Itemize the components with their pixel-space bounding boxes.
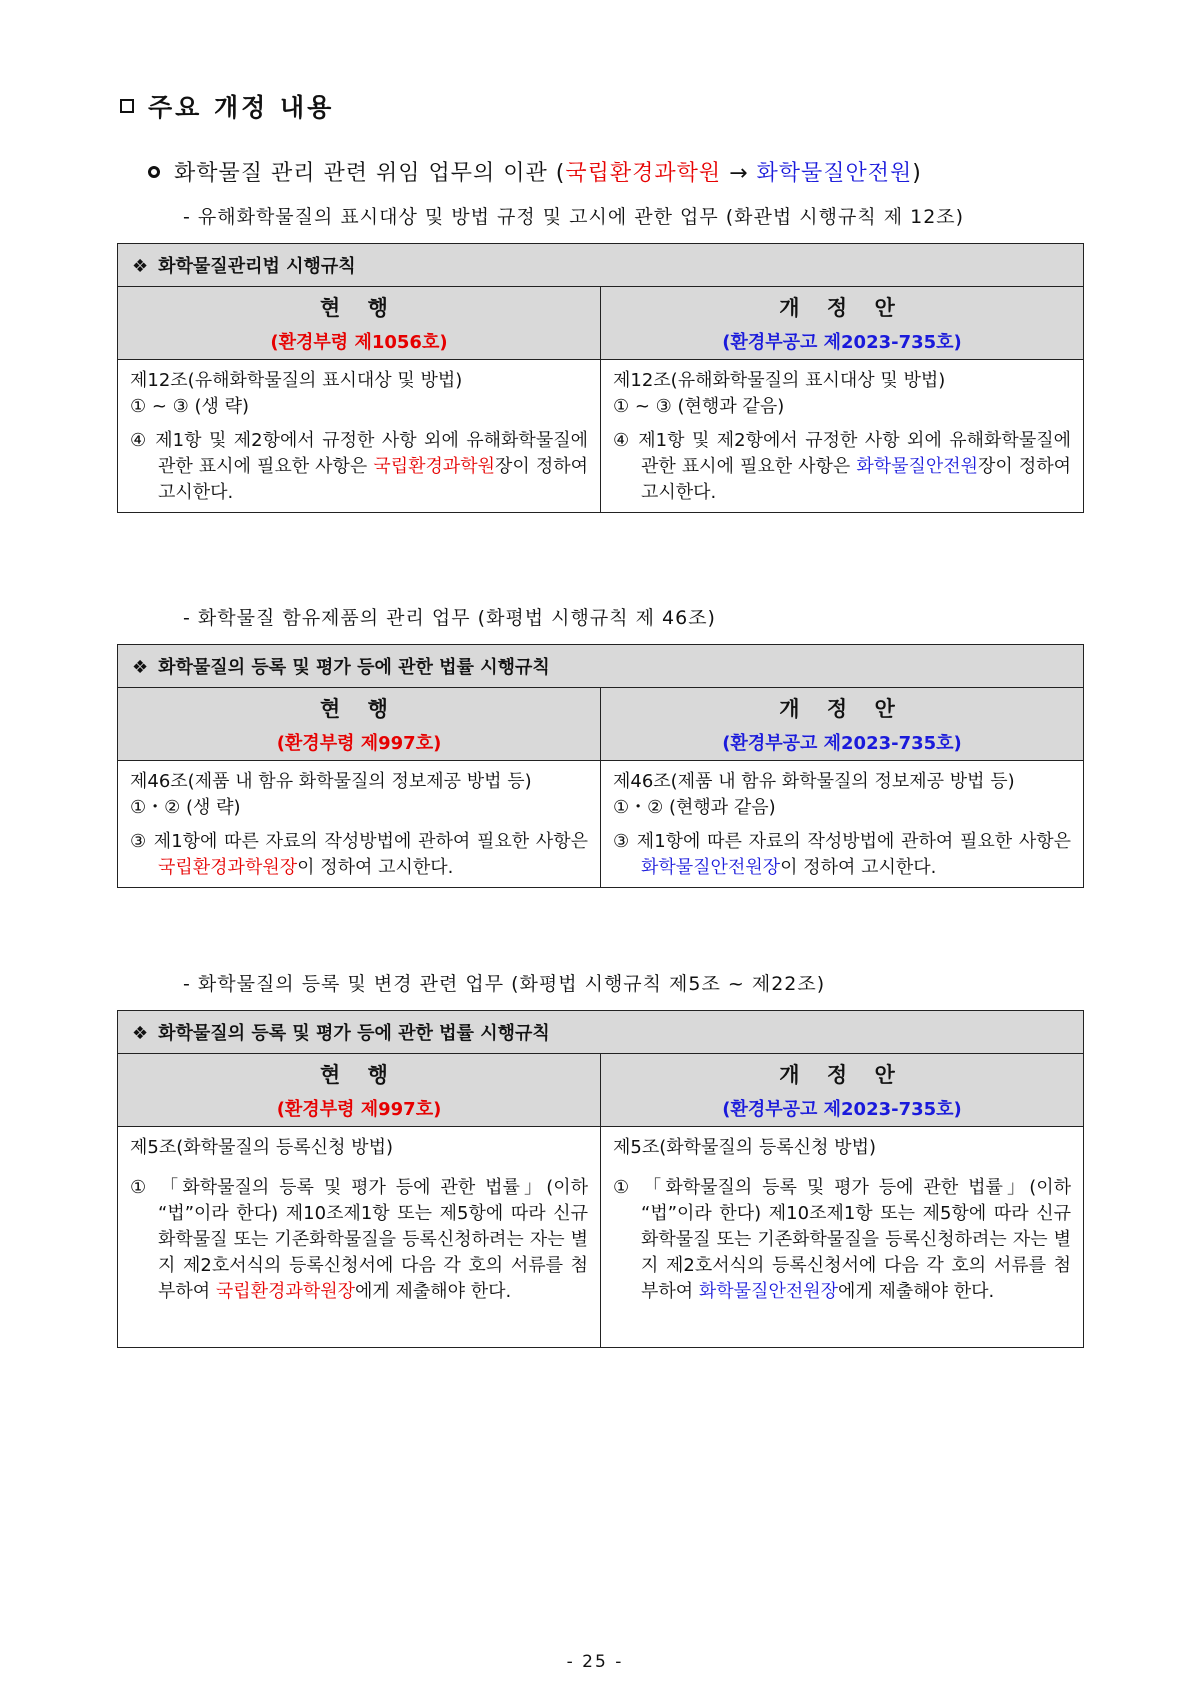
circle-bullet-icon — [148, 166, 160, 178]
clause-highlight: 국립환경과학원장 — [158, 857, 298, 878]
current-text-cell — [118, 360, 601, 513]
revised-header-label: 개 정 안 — [779, 697, 905, 721]
current-clause — [130, 829, 588, 881]
clause-text: ④ 제1항 및 제2항에서 규정한 사항 외에 유해화학물질에 관한 표시에 필요한 사항은 — [613, 430, 1071, 477]
revised-header-sub: (환경부공고 제2023-735호) — [722, 332, 962, 353]
clause-text-end: 이 정하여 고시한다. — [780, 857, 937, 878]
clause-highlight: 국립환경과학원 — [373, 456, 496, 477]
current-clause — [130, 1175, 588, 1305]
clause-text: ① 「화학물질의 등록 및 평가 등에 관한 법률」(이하 “법”이라 한다) 제10조제1항 또는 제5항에 따라 신규화학물질 또는 기존화학물질을 등록신청하려는 자는 별지 제2호서식의 등록신청서에 다음 각 호의 서류를 첨부하여 — [613, 1177, 1071, 1302]
diamond-bullet-icon: ❖ — [132, 657, 149, 678]
revised-text-cell — [601, 1127, 1084, 1348]
current-clause — [130, 428, 588, 506]
table-title — [118, 244, 1084, 287]
current-header-label: 현 행 — [320, 697, 398, 721]
clause-highlight: 화학물질안전원장 — [698, 1281, 838, 1302]
current-text-cell — [118, 1127, 601, 1348]
current-column-header — [118, 287, 601, 360]
revised-column-header — [601, 688, 1084, 761]
table-title-text: 화학물질의 등록 및 평가 등에 관한 법률 시행규칙 — [158, 657, 550, 678]
clause-text-end: 장이 정하여 고시한다. — [641, 456, 1071, 503]
clause-text: ④ 제1항 및 제2항에서 규정한 사항 외에 유해화학물질에 관한 표시에 필요한 사항은 — [130, 430, 588, 477]
current-article: 제5조(화학물질의 등록신청 방법) — [130, 1137, 393, 1158]
current-omit: ① ~ ③ (생 략) — [130, 396, 250, 417]
subheading-prefix: 화학물질 관리 관련 위임 업무의 이관 ( — [174, 161, 566, 186]
revised-article: 제46조(제품 내 함유 화학물질의 정보제공 방법 등) — [613, 771, 1015, 792]
revised-column-header — [601, 1054, 1084, 1127]
clause-text-end: 에게 제출해야 한다. — [355, 1281, 512, 1302]
diamond-bullet-icon: ❖ — [132, 1023, 149, 1044]
current-header-label: 현 행 — [320, 1063, 398, 1087]
subheading-to: 화학물질안전원 — [756, 161, 913, 186]
subheading-from: 국립환경과학원 — [565, 161, 722, 186]
clause-highlight: 화학물질안전원 — [856, 456, 979, 477]
item-description: - 화학물질 함유제품의 관리 업무 (화평법 시행규칙 제 46조) — [183, 607, 716, 629]
current-header-sub: (환경부령 제1056호) — [270, 332, 448, 353]
table-title — [118, 645, 1084, 688]
current-column-header — [118, 1054, 601, 1127]
subheading-suffix: ) — [912, 161, 922, 186]
item-description: - 화학물질의 등록 및 변경 관련 업무 (화평법 시행규칙 제5조 ~ 제22조) — [183, 973, 826, 995]
current-header-sub: (환경부령 제997호) — [276, 733, 442, 754]
current-article: 제12조(유해화학물질의 표시대상 및 방법) — [130, 370, 463, 391]
subheading — [148, 156, 922, 187]
revised-omit: ① ~ ③ (현행과 같음) — [613, 396, 785, 417]
section-title — [120, 88, 334, 124]
revised-header-label: 개 정 안 — [779, 1063, 905, 1087]
clause-text: ③ 제1항에 따른 자료의 작성방법에 관하여 필요한 사항은 — [613, 831, 1071, 852]
subheading-arrow: → — [721, 161, 757, 186]
comparison-table — [117, 243, 1084, 513]
revised-header-sub: (환경부공고 제2023-735호) — [722, 733, 962, 754]
comparison-table — [117, 1010, 1084, 1348]
revised-text-cell — [601, 360, 1084, 513]
clause-text-end: 에게 제출해야 한다. — [838, 1281, 995, 1302]
current-header-label: 현 행 — [320, 296, 398, 320]
revised-clause — [613, 428, 1071, 506]
revised-article: 제5조(화학물질의 등록신청 방법) — [613, 1137, 876, 1158]
table-title-text: 화학물질의 등록 및 평가 등에 관한 법률 시행규칙 — [158, 1023, 550, 1044]
clause-text-end: 이 정하여 고시한다. — [297, 857, 454, 878]
clause-text: ① 「화학물질의 등록 및 평가 등에 관한 법률」(이하 “법”이라 한다) 제10조제1항 또는 제5항에 따라 신규화학물질 또는 기존화학물질을 등록신청하려는 자는 별지 제2호서식의 등록신청서에 다음 각 호의 서류를 첨부하여 — [130, 1177, 588, 1302]
square-bullet-icon — [120, 99, 134, 113]
comparison-table — [117, 644, 1084, 888]
clause-highlight: 화학물질안전원장 — [641, 857, 781, 878]
subheading-text — [174, 156, 922, 187]
table-title — [118, 1011, 1084, 1054]
current-article: 제46조(제품 내 함유 화학물질의 정보제공 방법 등) — [130, 771, 532, 792]
current-header-sub: (환경부령 제997호) — [276, 1099, 442, 1120]
section-title-text: 주요 개정 내용 — [148, 93, 335, 122]
revised-article: 제12조(유해화학물질의 표시대상 및 방법) — [613, 370, 946, 391]
revised-clause — [613, 829, 1071, 881]
revised-header-sub: (환경부공고 제2023-735호) — [722, 1099, 962, 1120]
current-column-header — [118, 688, 601, 761]
clause-text: ③ 제1항에 따른 자료의 작성방법에 관하여 필요한 사항은 — [130, 831, 588, 852]
clause-highlight: 국립환경과학원장 — [215, 1281, 355, 1302]
current-omit: ①・② (생 략) — [130, 797, 241, 818]
revised-header-label: 개 정 안 — [779, 296, 905, 320]
item-description: - 유해화학물질의 표시대상 및 방법 규정 및 고시에 관한 업무 (화관법 시행규칙 제 12조) — [183, 206, 965, 228]
page-number: - 25 - — [566, 1652, 624, 1672]
revised-omit: ①・② (현행과 같음) — [613, 797, 776, 818]
revised-column-header — [601, 287, 1084, 360]
revised-clause — [613, 1175, 1071, 1305]
diamond-bullet-icon: ❖ — [132, 256, 149, 277]
clause-text-end: 장이 정하여 고시한다. — [158, 456, 588, 503]
table-title-text: 화학물질관리법 시행규칙 — [158, 256, 356, 277]
revised-text-cell — [601, 761, 1084, 888]
current-text-cell — [118, 761, 601, 888]
